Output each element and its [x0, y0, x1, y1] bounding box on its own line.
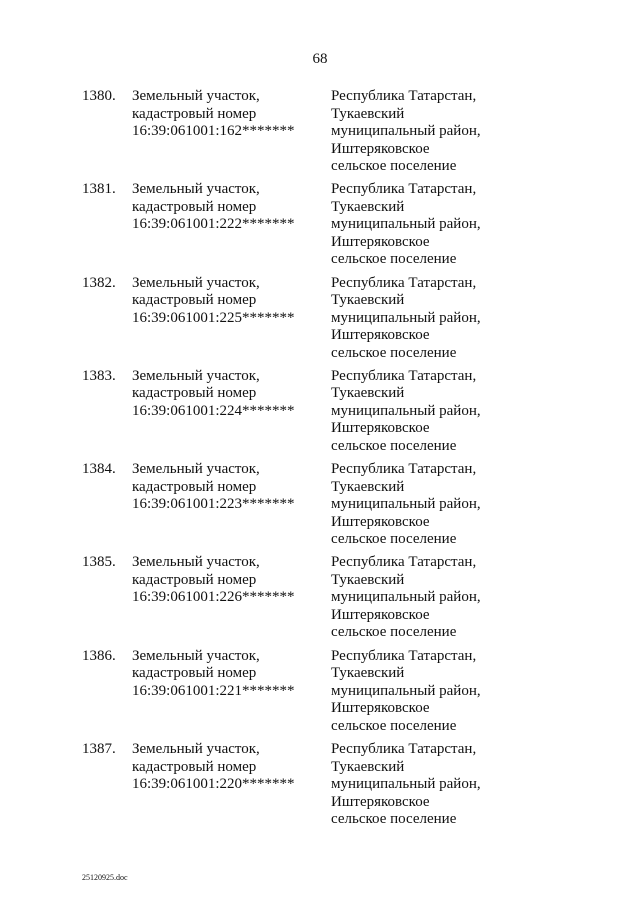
entry-number: 1386. — [82, 647, 116, 664]
entry-number: 1380. — [82, 88, 116, 104]
entry-address — [331, 554, 531, 642]
address-line: муниципальный район, — [331, 589, 481, 606]
object-line: кадастровый номер — [132, 571, 257, 588]
entry-number: 1385. — [82, 554, 116, 571]
object-line: кадастровый номер — [132, 292, 257, 309]
entry-number: 1382. — [82, 274, 116, 291]
object-line: Земельный участок, — [132, 274, 260, 291]
address-line: сельское поселение — [331, 158, 457, 174]
entry-address — [331, 461, 531, 549]
address-line: сельское поселение — [331, 531, 457, 548]
address-line: Тукаевский — [331, 665, 405, 682]
cadastral-number: 16:39:061001:222******* — [132, 216, 295, 233]
address-line: Иштеряковское — [331, 327, 430, 344]
entry-number: 1381. — [82, 181, 116, 198]
address-line: Тукаевский — [331, 758, 405, 775]
list-item — [0, 368, 640, 461]
address-line: муниципальный район, — [331, 776, 481, 793]
object-line: Земельный участок, — [132, 554, 260, 571]
address-line: Республика Татарстан, — [331, 88, 477, 104]
address-line: Иштеряковское — [331, 700, 430, 717]
address-line: Республика Татарстан, — [331, 554, 477, 571]
address-line: сельское поселение — [331, 624, 457, 641]
entry-address — [331, 181, 531, 269]
object-line: кадастровый номер — [132, 198, 257, 215]
entry-object — [132, 275, 322, 328]
object-line: Земельный участок, — [132, 461, 260, 478]
address-line: Республика Татарстан, — [331, 461, 477, 478]
address-line: Тукаевский — [331, 385, 405, 402]
cadastral-number: 16:39:061001:223******* — [132, 496, 295, 513]
cadastral-number: 16:39:061001:225******* — [132, 309, 295, 326]
address-line: Тукаевский — [331, 105, 405, 122]
entry-object — [132, 648, 322, 701]
address-line: муниципальный район, — [331, 309, 481, 326]
cadastral-number: 16:39:061001:221******* — [132, 682, 295, 699]
address-line: Республика Татарстан, — [331, 647, 477, 664]
address-line: Тукаевский — [331, 478, 405, 495]
object-line: кадастровый номер — [132, 665, 257, 682]
address-line: Иштеряковское — [331, 513, 430, 530]
address-line: сельское поселение — [331, 344, 457, 361]
entry-address — [331, 368, 531, 456]
address-line: муниципальный район, — [331, 216, 481, 233]
list-item — [0, 554, 640, 647]
page-number: 68 — [312, 51, 328, 67]
address-line: сельское поселение — [331, 437, 457, 454]
object-line: кадастровый номер — [132, 105, 257, 122]
entry-object — [132, 461, 322, 514]
entry-number: 1387. — [82, 741, 116, 758]
object-line: Земельный участок, — [132, 647, 260, 664]
entry-object — [132, 554, 322, 607]
cadastral-number: 16:39:061001:224******* — [132, 402, 295, 419]
address-line: Иштеряковское — [331, 140, 430, 157]
address-line: сельское поселение — [331, 251, 457, 268]
entry-object — [132, 88, 322, 141]
cadastral-number: 16:39:061001:220******* — [132, 776, 295, 793]
address-line: сельское поселение — [331, 717, 457, 734]
address-line: муниципальный район, — [331, 496, 481, 513]
entry-number: 1383. — [82, 367, 116, 384]
file-name-footer: 25120925.doc — [82, 873, 128, 882]
entry-number: 1384. — [82, 461, 116, 478]
list-item — [0, 648, 640, 741]
entry-object — [132, 741, 322, 794]
entry-address — [331, 648, 531, 736]
address-line: Республика Татарстан, — [331, 367, 477, 384]
entry-address — [331, 88, 531, 176]
entry-object — [132, 181, 322, 234]
object-line: Земельный участок, — [132, 88, 260, 104]
entries-list — [0, 88, 640, 834]
entry-object — [132, 368, 322, 421]
address-line: Республика Татарстан, — [331, 274, 477, 291]
cadastral-number: 16:39:061001:162******* — [132, 123, 295, 139]
address-line: Иштеряковское — [331, 420, 430, 437]
object-line: Земельный участок, — [132, 741, 260, 758]
address-line: Республика Татарстан, — [331, 181, 477, 198]
address-line: муниципальный район, — [331, 123, 481, 139]
address-line: муниципальный район, — [331, 682, 481, 699]
address-line: Республика Татарстан, — [331, 741, 477, 758]
entry-address — [331, 741, 531, 829]
address-line: Тукаевский — [331, 292, 405, 309]
address-line: сельское поселение — [331, 811, 457, 828]
address-line: Иштеряковское — [331, 793, 430, 810]
address-line: Тукаевский — [331, 571, 405, 588]
object-line: кадастровый номер — [132, 758, 257, 775]
address-line: муниципальный район, — [331, 402, 481, 419]
address-line: Иштеряковское — [331, 233, 430, 250]
object-line: кадастровый номер — [132, 385, 257, 402]
address-line: Тукаевский — [331, 198, 405, 215]
list-item — [0, 275, 640, 368]
list-item — [0, 181, 640, 274]
object-line: кадастровый номер — [132, 478, 257, 495]
list-item — [0, 461, 640, 554]
address-line: Иштеряковское — [331, 606, 430, 623]
list-item — [0, 88, 640, 181]
cadastral-number: 16:39:061001:226******* — [132, 589, 295, 606]
object-line: Земельный участок, — [132, 181, 260, 198]
list-item — [0, 741, 640, 834]
object-line: Земельный участок, — [132, 367, 260, 384]
entry-address — [331, 275, 531, 363]
